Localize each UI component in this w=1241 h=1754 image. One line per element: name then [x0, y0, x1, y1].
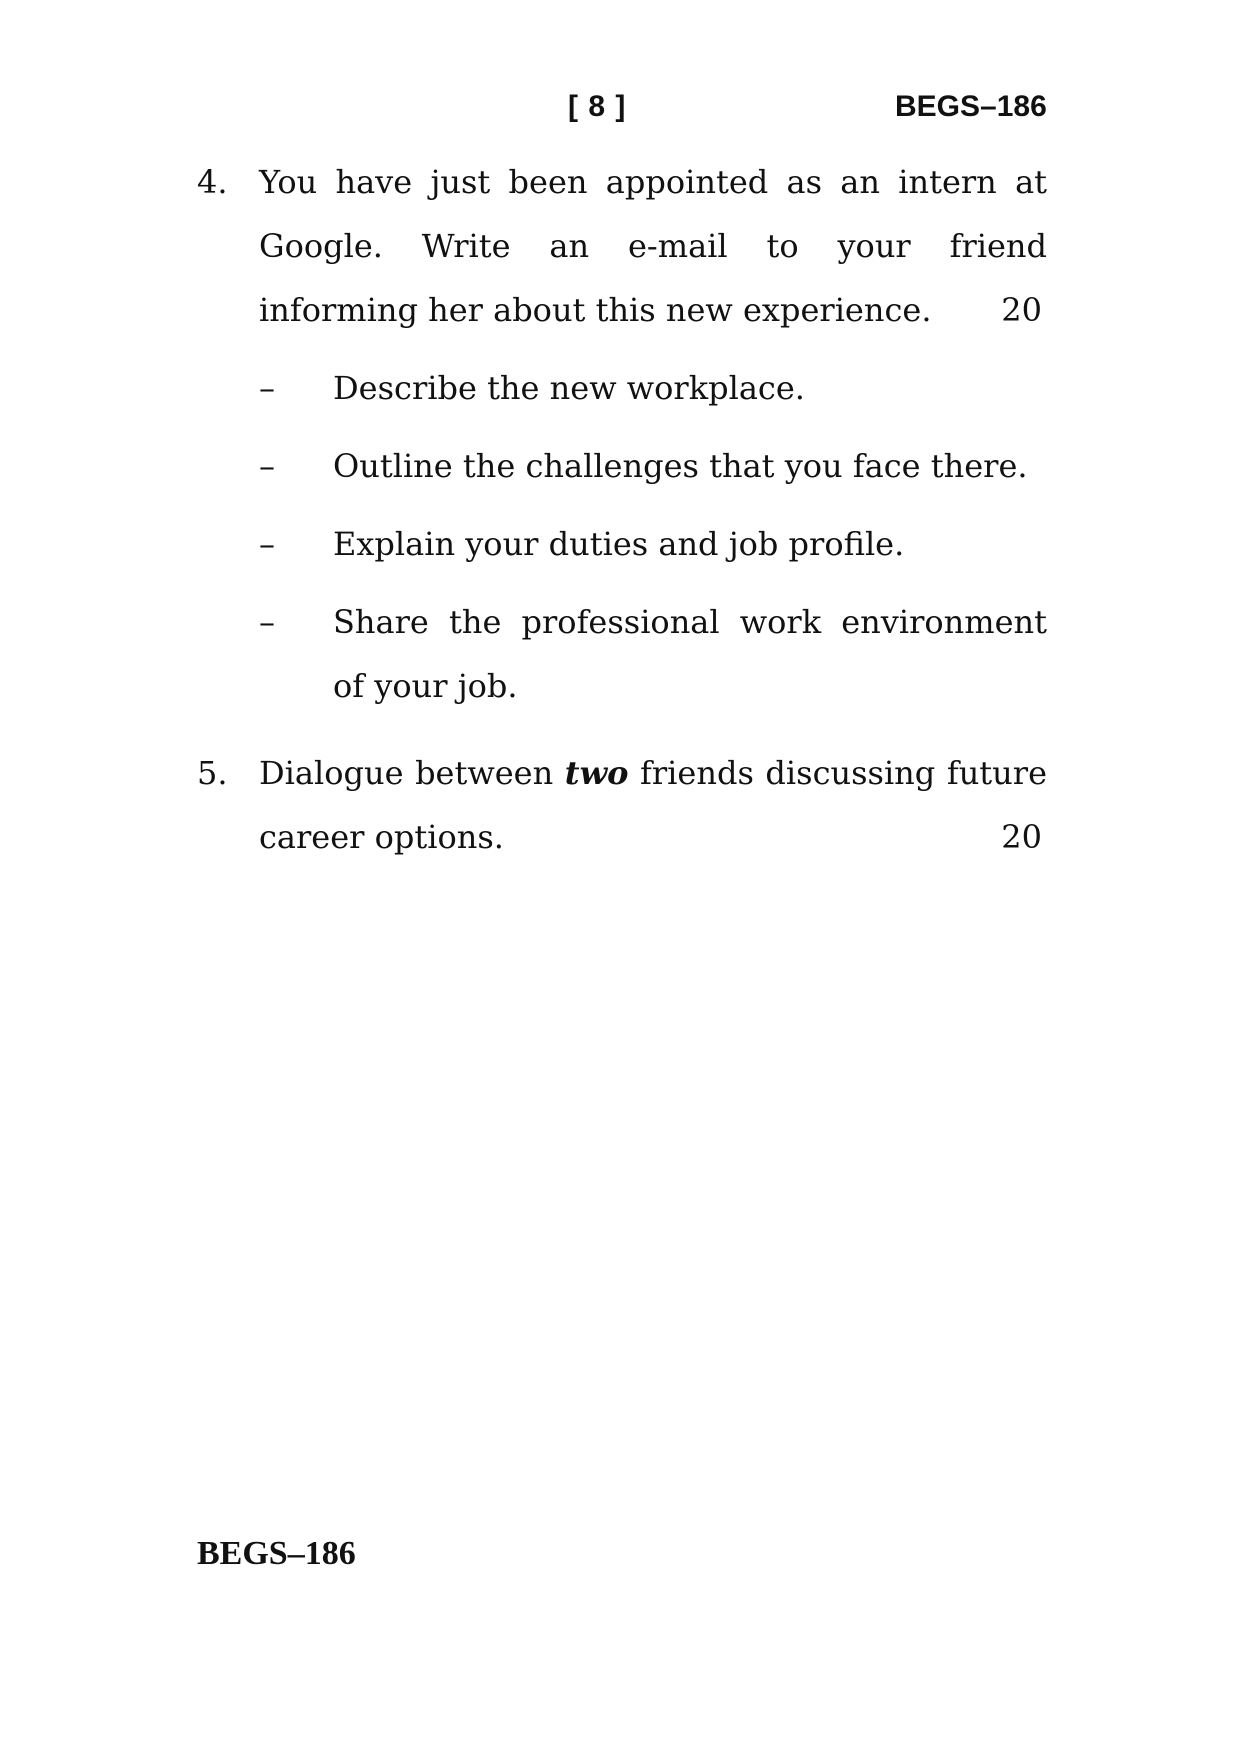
question-text	[259, 741, 1047, 869]
question-number: 4.	[197, 163, 228, 201]
bullet-dash: –	[259, 603, 275, 641]
question-4-bullet-list	[259, 356, 1047, 732]
question-text-part: friends discussing future	[628, 754, 1048, 792]
bullet-text: Outline the challenges that you face there.	[333, 447, 1028, 485]
question-4	[197, 150, 1047, 342]
page-number: [ 8 ]	[568, 90, 627, 123]
question-number: 5.	[197, 754, 228, 792]
question-5	[197, 741, 1047, 869]
question-marks: 20	[1001, 291, 1042, 329]
question-line	[259, 741, 1047, 805]
question-text	[259, 150, 1047, 342]
bullet-text: of your job.	[333, 667, 518, 705]
header-course-code: BEGS–186	[895, 90, 1047, 123]
question-line: Google. Write an e-mail to your friend	[259, 227, 1047, 265]
bullet-item	[259, 590, 1047, 718]
question-text-part: Dialogue between	[259, 754, 565, 792]
bullet-text: Explain your duties and job profile.	[333, 525, 905, 563]
bullet-item	[259, 512, 1047, 576]
bullet-dash: –	[259, 369, 275, 407]
question-line-text: career options.	[259, 818, 504, 856]
question-line-text: informing her about this new experience.	[259, 291, 932, 329]
bullet-text: Describe the new workplace.	[333, 369, 805, 407]
bullet-dash: –	[259, 447, 275, 485]
question-line-last	[259, 805, 1047, 869]
bullet-item	[259, 356, 1047, 420]
bullet-item	[259, 434, 1047, 498]
question-line-last	[259, 278, 1047, 342]
bullet-text: Share the professional work environment	[333, 603, 1047, 641]
emphasized-word: two	[564, 754, 629, 792]
question-line: You have just been appointed as an intern at	[259, 163, 1047, 201]
bullet-dash: –	[259, 525, 275, 563]
question-marks: 20	[1001, 818, 1042, 856]
footer-course-code: BEGS–186	[197, 1535, 356, 1572]
